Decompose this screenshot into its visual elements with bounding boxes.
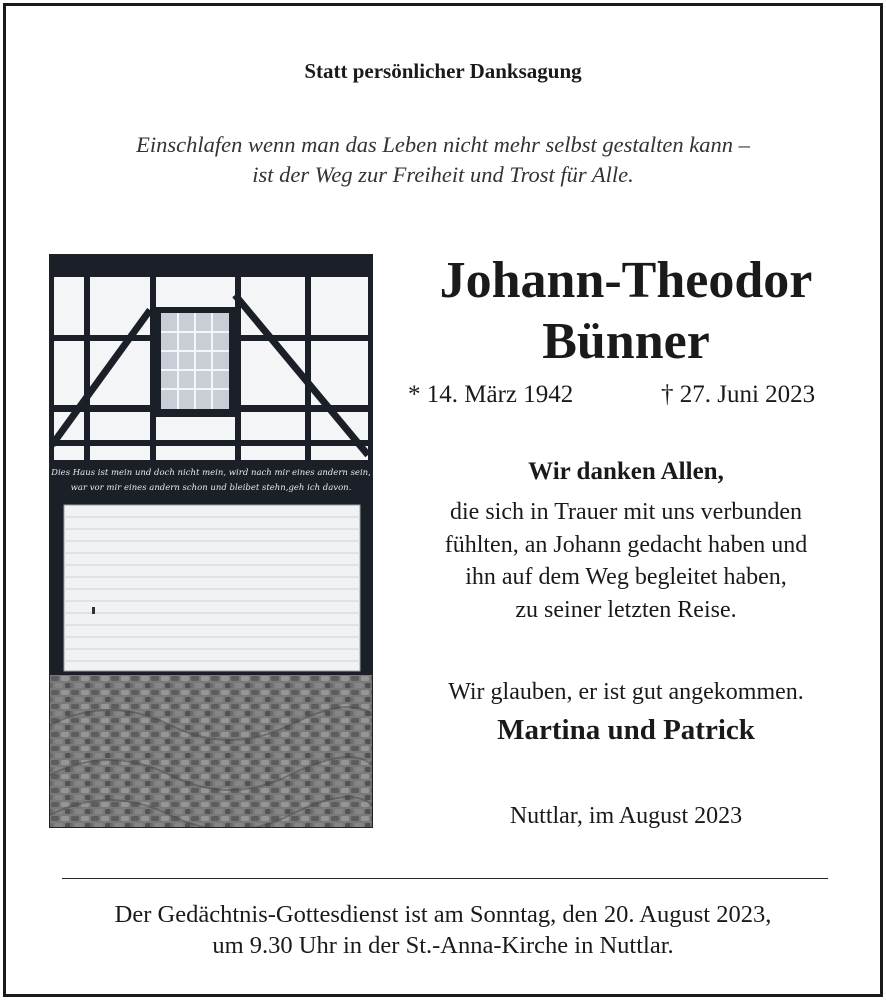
service-line-2: um 9.30 Uhr in der St.-Anna-Kirche in Nuttlar.	[212, 932, 674, 959]
deceased-last-name: Bünner	[542, 313, 710, 370]
motto-line-1: Einschlafen wenn man das Leben nicht mehr selbst gestalten kann –	[136, 132, 750, 157]
inscription-line-1: Dies Haus ist mein und doch nicht mein, wird nach mir eines andern sein,	[51, 468, 371, 478]
deceased-first-name: Johann-Theodor	[439, 252, 813, 309]
death-date: † 27. Juni 2023	[661, 381, 816, 408]
notice-header: Statt persönlicher Danksagung	[304, 59, 582, 83]
memorial-service-info	[6, 899, 880, 961]
faith-statement: Wir glauben, er ist gut angekommen.	[448, 679, 804, 705]
motto-quote	[6, 130, 880, 190]
garage-door	[64, 505, 360, 671]
motto-line-2: ist der Weg zur Freiheit und Trost für Alle.	[252, 162, 634, 187]
service-line-1: Der Gedächtnis-Gottesdienst ist am Sonntag, den 20. August 2023,	[114, 901, 772, 928]
signers: Martina und Patrick	[497, 714, 755, 746]
house-photo	[49, 254, 373, 828]
thanks-heading: Wir danken Allen,	[528, 458, 724, 485]
inscription-line-2: war vor mir eines andern schon und bleibet stehn,geh ich davon.	[70, 483, 352, 493]
thanks-line: zu seiner letzten Reise.	[515, 596, 737, 623]
divider	[62, 878, 828, 879]
notice-frame	[3, 3, 883, 997]
thanks-line: ihn auf dem Weg begleitet haben,	[465, 564, 787, 590]
birth-date: * 14. März 1942	[408, 381, 574, 408]
thanks-line: fühlten, an Johann gedacht haben und	[444, 531, 808, 558]
thanks-line: die sich in Trauer mit uns verbunden	[450, 499, 802, 525]
thanks-text	[371, 496, 881, 626]
place-date: Nuttlar, im August 2023	[509, 803, 743, 829]
